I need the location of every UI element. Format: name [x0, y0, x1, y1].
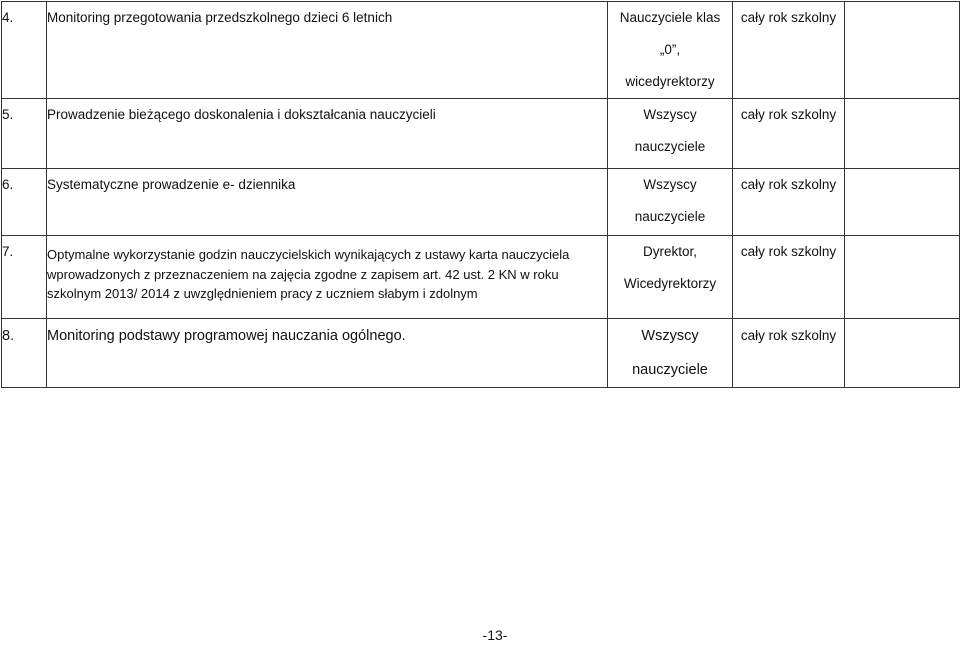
task-description: Monitoring podstawy programowej nauczania ogólnego.	[47, 319, 608, 388]
responsible-line: Wicedyrektorzy	[623, 276, 717, 291]
responsible-line: nauczyciele	[634, 139, 706, 154]
page-number: -13-	[482, 627, 508, 643]
deadline: cały rok szkolny	[733, 169, 845, 236]
empty-cell	[845, 236, 960, 319]
responsible-cell	[608, 319, 733, 388]
responsible-cell	[608, 169, 733, 236]
task-description: Monitoring przegotowania przedszkolnego dzieci 6 letnich	[47, 2, 608, 99]
deadline: cały rok szkolny	[733, 319, 845, 388]
deadline: cały rok szkolny	[733, 2, 845, 99]
row-number: 5.	[2, 99, 47, 169]
responsible-cell	[608, 2, 733, 99]
responsible-line: Wszyscy nauczyciele	[632, 328, 708, 378]
table-row	[2, 236, 960, 319]
row-number: 8.	[2, 319, 47, 388]
responsible-line: Nauczyciele klas „0”,	[619, 10, 721, 57]
task-description: Systematyczne prowadzenie e- dziennika	[47, 169, 608, 236]
row-number: 6.	[2, 169, 47, 236]
empty-cell	[845, 319, 960, 388]
empty-cell	[845, 169, 960, 236]
responsible-cell	[608, 236, 733, 319]
row-number: 7.	[2, 236, 47, 319]
task-description: Prowadzenie bieżącego doskonalenia i dokształcania nauczycieli	[47, 99, 608, 169]
table-row	[2, 99, 960, 169]
row-number: 4.	[2, 2, 47, 99]
deadline: cały rok szkolny	[733, 99, 845, 169]
deadline: cały rok szkolny	[733, 236, 845, 319]
responsible-line: Dyrektor,	[642, 244, 697, 259]
table-row	[2, 319, 960, 388]
responsible-cell	[608, 99, 733, 169]
responsible-line: Wszyscy	[643, 107, 697, 122]
task-description: Optymalne wykorzystanie godzin nauczycielskich wynikających z ustawy karta nauczyciela wprowadzonych z przeznaczeniem na zajęcia zgodne z zapisem art. 42 ust. 2 KN w roku szkolnym 2013/ 2014 z uwzględnieniem pracy z uczniem słabym i zdolnym	[47, 236, 608, 319]
empty-cell	[845, 99, 960, 169]
empty-cell	[845, 2, 960, 99]
responsible-line: nauczyciele	[634, 209, 706, 224]
responsible-line: Wszyscy	[643, 177, 697, 192]
table-row	[2, 169, 960, 236]
responsible-line: wicedyrektorzy	[625, 74, 715, 89]
table-row	[2, 2, 960, 99]
activity-plan-table	[1, 1, 960, 388]
